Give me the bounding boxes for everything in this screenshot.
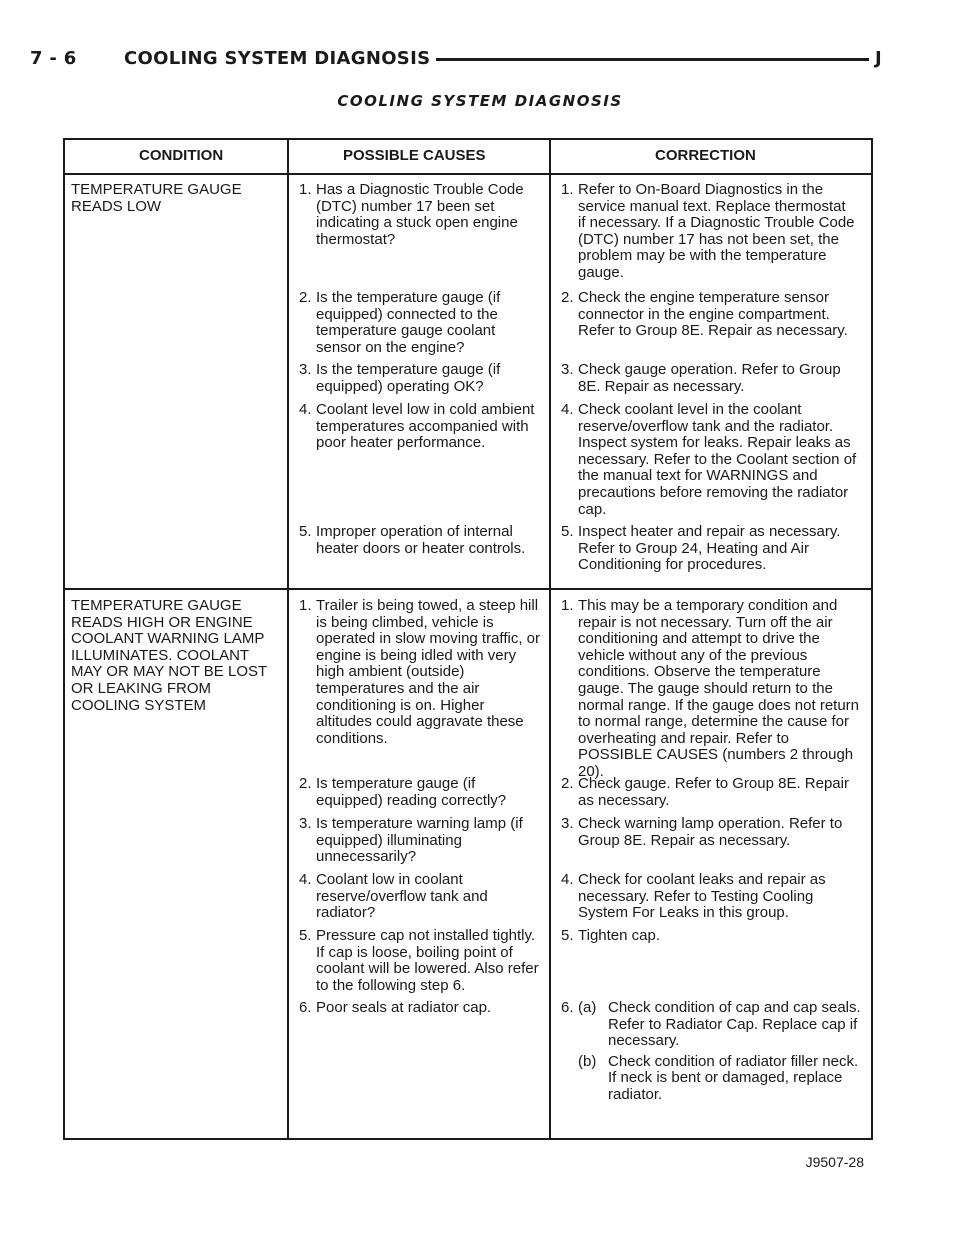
cause-item [299, 598, 543, 747]
correction-item [561, 872, 861, 922]
item-text: Coolant level low in cold ambient temperatures accompanied with poor heater performance. [316, 401, 535, 452]
item-text: Check for coolant leaks and repair as necessary. Refer to Testing Cooling System For Leaks in this group. [578, 871, 826, 922]
item-number: 1. [561, 597, 574, 614]
item-number: 5. [299, 927, 312, 944]
sub-text: Check condition of cap and cap seals. Refer to Radiator Cap. Replace cap if necessary. [608, 999, 861, 1050]
item-text: Has a Diagnostic Trouble Code (DTC) number 17 been set indicating a stuck open engine thermostat? [316, 181, 524, 248]
item-text: Check the engine temperature sensor connector in the engine compartment. Refer to Group 8E. Repair as necessary. [578, 289, 848, 340]
cause-item [299, 776, 543, 809]
item-text: Is temperature warning lamp (if equipped) illuminating unnecessarily? [316, 815, 523, 866]
section-title: COOLING SYSTEM DIAGNOSIS [124, 46, 436, 72]
item-number: 6. [561, 999, 574, 1016]
item-text: This may be a temporary condition and repair is not necessary. Turn off the air conditioning and attempt to drive the vehicle without any of the previous conditions. Observe the temperature gauge. The gauge should return to the normal range. If the gauge does not return to normal range, determine the cause for overheating and repair. Refer to POSSIBLE CAUSES (numbers 2 through 20). [578, 597, 860, 780]
cause-item [299, 402, 543, 452]
sub-item [578, 1054, 861, 1104]
column-header-possible-causes: POSSIBLE CAUSES [343, 147, 486, 164]
item-number: 3. [561, 815, 574, 832]
cause-item [299, 872, 543, 922]
manual-letter: J [869, 46, 882, 72]
correction-item [561, 182, 857, 282]
item-number: 5. [561, 523, 574, 540]
item-number: 1. [299, 181, 312, 198]
item-number: 4. [561, 401, 574, 418]
item-number: 5. [561, 927, 574, 944]
item-text: Is temperature gauge (if equipped) reading correctly? [316, 775, 507, 809]
column-divider [287, 140, 289, 1138]
item-text: Poor seals at radiator cap. [316, 999, 492, 1016]
item-number: 2. [561, 775, 574, 792]
item-number: 2. [561, 289, 574, 306]
cause-item [299, 928, 543, 994]
correction-item [561, 1000, 861, 1104]
cause-item [299, 524, 543, 557]
sub-text: Check condition of radiator filler neck. If neck is bent or damaged, replace radiator. [608, 1052, 859, 1103]
column-header-condition: CONDITION [139, 147, 224, 164]
sub-item [578, 1000, 861, 1050]
item-text: Pressure cap not installed tightly. If cap is loose, boiling point of coolant will be lowered. Also refer to the following step 6. [316, 927, 539, 994]
figure-id: J9507-28 [805, 1154, 864, 1170]
item-text: Is the temperature gauge (if equipped) connected to the temperature gauge coolant sensor on the engine? [316, 289, 501, 356]
correction-item [561, 524, 857, 574]
item-number: 4. [561, 871, 574, 888]
item-text: Inspect heater and repair as necessary. Refer to Group 24, Heating and Air Conditioning for procedures. [578, 523, 841, 574]
item-text: Check coolant level in the coolant reserve/overflow tank and the radiator. Inspect system for leaks. Repair leaks as necessary. Refer to the Coolant section of the manual text for WARNINGS and precautions before removing the radiator cap. [578, 401, 857, 518]
item-number: 4. [299, 871, 312, 888]
item-number: 3. [299, 815, 312, 832]
page-header [30, 46, 882, 72]
correction-item [561, 816, 861, 849]
cause-item [299, 290, 543, 356]
item-text: Refer to On-Board Diagnostics in the service manual text. Replace thermostat if necessary. If a Diagnostic Trouble Code (DTC) number 17 has not been set, the problem may be with the temperature gauge. [578, 181, 855, 281]
item-number: 5. [299, 523, 312, 540]
column-divider [549, 140, 551, 1138]
item-text: Tighten cap. [578, 927, 660, 944]
cause-item [299, 182, 543, 248]
correction-item [561, 928, 861, 945]
item-number: 4. [299, 401, 312, 418]
cause-item [299, 1000, 543, 1017]
column-header-correction: CORRECTION [655, 147, 756, 164]
item-subitems [578, 1000, 861, 1104]
item-number: 2. [299, 775, 312, 792]
correction-item [561, 290, 857, 340]
cause-item [299, 362, 543, 395]
item-text: Coolant low in coolant reserve/overflow tank and radiator? [316, 871, 488, 922]
item-text: Check gauge. Refer to Group 8E. Repair as necessary. [578, 775, 849, 809]
item-number: 3. [299, 361, 312, 378]
correction-item [561, 402, 857, 518]
item-number: 1. [561, 181, 574, 198]
condition-gauge-reads-low: TEMPERATURE GAUGE READS LOW [71, 181, 242, 215]
item-number: 1. [299, 597, 312, 614]
sub-label: (a) [578, 999, 597, 1016]
condition-gauge-reads-high: TEMPERATURE GAUGE READS HIGH OR ENGINE COOLANT WARNING LAMP ILLUMINATES. COOLANT MAY OR MAY NOT BE LOST OR LEAKING FROM COOLING SYSTEM [71, 597, 268, 714]
row-divider [65, 588, 871, 590]
correction-item [561, 776, 861, 809]
item-text: Improper operation of internal heater doors or heater controls. [316, 523, 526, 557]
cause-item [299, 816, 543, 866]
item-text: Check gauge operation. Refer to Group 8E. Repair as necessary. [578, 361, 841, 395]
item-text: Is the temperature gauge (if equipped) operating OK? [316, 361, 501, 395]
diagnosis-table [63, 138, 873, 1140]
chart-title: COOLING SYSTEM DIAGNOSIS [337, 92, 623, 110]
item-number: 6. [299, 999, 312, 1016]
correction-item [561, 362, 857, 395]
item-number: 3. [561, 361, 574, 378]
correction-item [561, 598, 861, 781]
item-number: 2. [299, 289, 312, 306]
item-text: Trailer is being towed, a steep hill is being climbed, vehicle is operated in slow moving traffic, or engine is being idled with very high ambient (outside) temperatures and the air conditioning is on. Higher altitudes could aggravate these conditions. [316, 597, 540, 747]
item-text: Check warning lamp operation. Refer to Group 8E. Repair as necessary. [578, 815, 843, 849]
sub-label: (b) [578, 1052, 597, 1070]
header-row-divider [65, 173, 871, 175]
page-number: 7 - 6 [30, 46, 100, 72]
